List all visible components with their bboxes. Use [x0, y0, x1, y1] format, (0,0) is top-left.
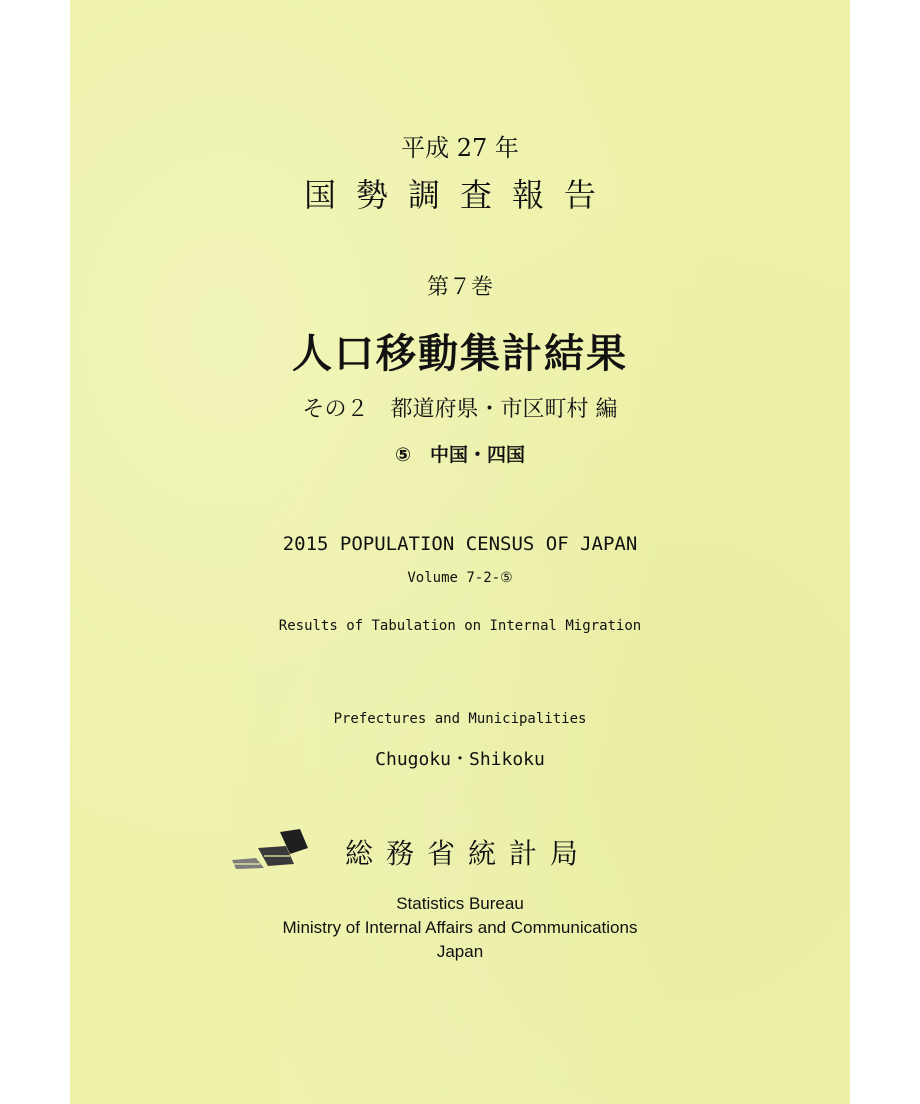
statistics-bureau-logo-icon	[228, 826, 310, 870]
org-line-statistics-bureau: Statistics Bureau	[396, 894, 524, 913]
era-year: 平成 27 年	[401, 134, 519, 162]
bureau-name-jp: 総務省統計局	[345, 837, 592, 870]
organization-en	[70, 892, 850, 964]
main-title: 人口移動集計結果	[292, 331, 628, 377]
region-jp: ⑤ 中国・四国	[394, 444, 526, 466]
report-title: 国勢調査報告	[303, 176, 616, 214]
prefectures-en: Prefectures and Municipalities	[333, 711, 587, 727]
volume-number-jp: 第７巻	[426, 275, 493, 300]
org-line-ministry: Ministry of Internal Affairs and Communications	[282, 918, 638, 937]
subtitle-jp: その２ 都道府県・市区町村 編	[302, 397, 618, 422]
region-en: Chugoku・Shikoku	[375, 749, 545, 770]
results-title-en: Results of Tabulation on Internal Migration	[278, 618, 642, 634]
census-title-en: 2015 POPULATION CENSUS OF JAPAN	[282, 533, 638, 555]
org-line-country: Japan	[436, 942, 484, 961]
cover-page	[70, 0, 850, 1104]
volume-en: Volume 7-2-⑤	[407, 570, 513, 586]
